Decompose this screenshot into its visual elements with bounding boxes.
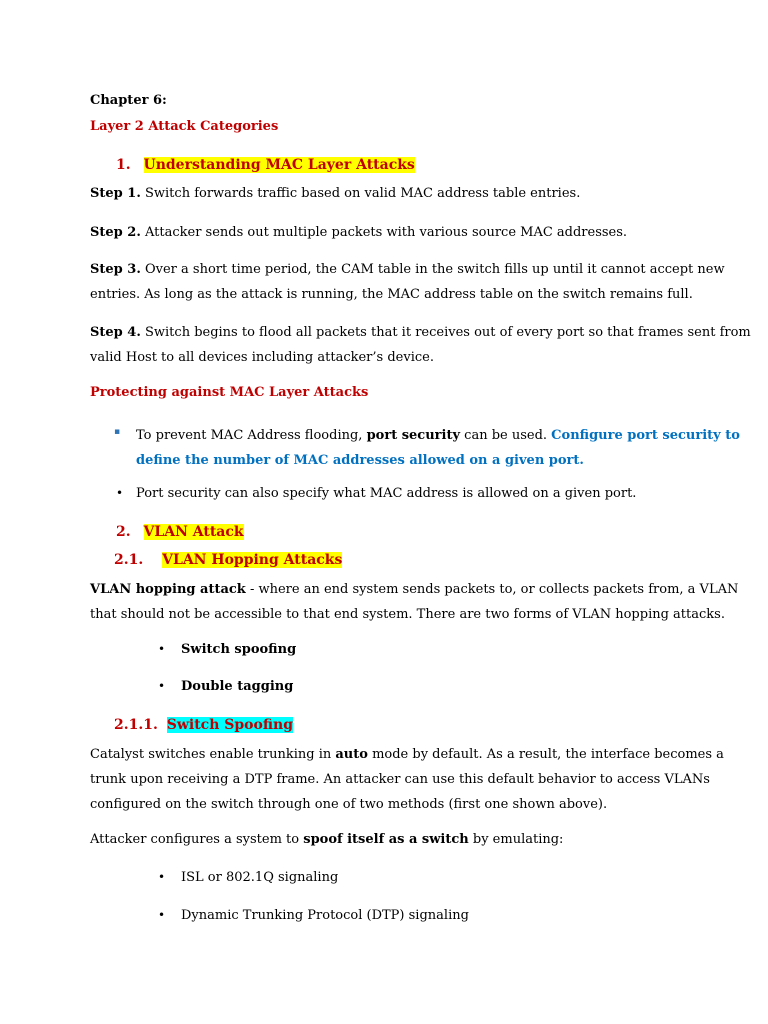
emulate-bold: spoof itself as a switch [303,832,469,847]
bullet-icon: • [158,679,166,693]
spoof-l1-pre: Catalyst switches enable trunking in [90,747,336,762]
step-4 [90,320,751,370]
protect-heading: Protecting against MAC Layer Attacks [90,385,369,400]
vlan-para-line-2: that should not be accessible to that end system. There are two forms of VLAN hopping attacks. [90,607,725,622]
section-2-1-1-number: 2.1.1. [114,717,158,733]
step-1 [90,181,678,206]
step-label: Step 1. [90,186,141,201]
switch-spoofing-paragraph [90,742,724,817]
protect-b1-blue-1: Configure port security to [551,428,740,443]
spoof-l1-bold: auto [335,747,368,762]
section-2-title: VLAN Attack [143,524,244,540]
step-2 [90,220,678,245]
protect-b1-pre: To prevent MAC Address flooding, [136,428,367,443]
step-3 [90,257,725,307]
emulate-post: by emulating: [468,832,564,847]
vlan-hopping-paragraph [90,577,739,627]
vlan-form-2: Double tagging [181,679,294,694]
step-label: Step 2. [90,225,141,240]
bullet-icon: • [158,908,166,922]
section-2-1-heading [114,552,342,568]
protect-b1-mid: can be used. [460,428,552,443]
section-2-heading [116,524,244,540]
step-text-line-1: Over a short time period, the CAM table in the switch fills up until it cannot accept new [140,262,725,277]
section-1-title: Understanding MAC Layer Attacks [143,157,415,173]
section-2-1-title: VLAN Hopping Attacks [162,552,343,568]
protect-bullet-1 [136,423,740,473]
spoof-line-2: trunk upon receiving a DTP frame. An attacker can use this default behavior to access VLANs [90,772,710,787]
section-2-number: 2. [116,524,131,540]
emulate-pre: Attacker configures a system to [90,832,304,847]
emulate-sentence [90,832,563,847]
spoof-line-3: configured on the switch through one of two methods (first one shown above). [90,797,608,812]
step-label: Step 3. [90,262,141,277]
section-2-1-1-heading [114,717,293,733]
square-bullet-icon: ▪ [114,427,121,437]
step-text: Attacker sends out multiple packets with various source MAC addresses. [140,225,628,240]
vlan-form-1: Switch spoofing [181,642,297,657]
section-1-heading [116,157,415,173]
section-2-1-number: 2.1. [114,552,144,568]
chapter-heading: Chapter 6: [90,93,167,108]
step-text: Switch forwards traffic based on valid MAC address table entries. [140,186,581,201]
protect-bullet-2: Port security can also specify what MAC address is allowed on a given port. [136,486,637,501]
bullet-icon: • [158,870,166,884]
emulate-item-2: Dynamic Trunking Protocol (DTP) signaling [181,908,469,923]
section-2-1-1-title: Switch Spoofing [166,717,293,733]
vlan-hopping-term: VLAN hopping attack [90,582,246,597]
spoof-l1-post: mode by default. As a result, the interface becomes a [367,747,724,762]
step-label: Step 4. [90,325,141,340]
step-text-line-2: entries. As long as the attack is running, the MAC address table on the switch remains full. [90,287,693,302]
bullet-icon: • [116,486,124,500]
protect-b1-blue-2: define the number of MAC addresses allowed on a given port. [136,453,584,468]
step-text-line-2: valid Host to all devices including attacker’s device. [90,350,434,365]
categories-title: Layer 2 Attack Categories [90,119,279,134]
vlan-para-line-1: - where an end system sends packets to, or collects packets from, a VLAN [245,582,739,597]
bullet-icon: • [158,642,166,656]
section-1-number: 1. [116,157,131,173]
emulate-item-1: ISL or 802.1Q signaling [181,870,339,885]
step-text-line-1: Switch begins to flood all packets that it receives out of every port so that frames sent from [140,325,751,340]
protect-b1-bold: port security [366,428,461,443]
